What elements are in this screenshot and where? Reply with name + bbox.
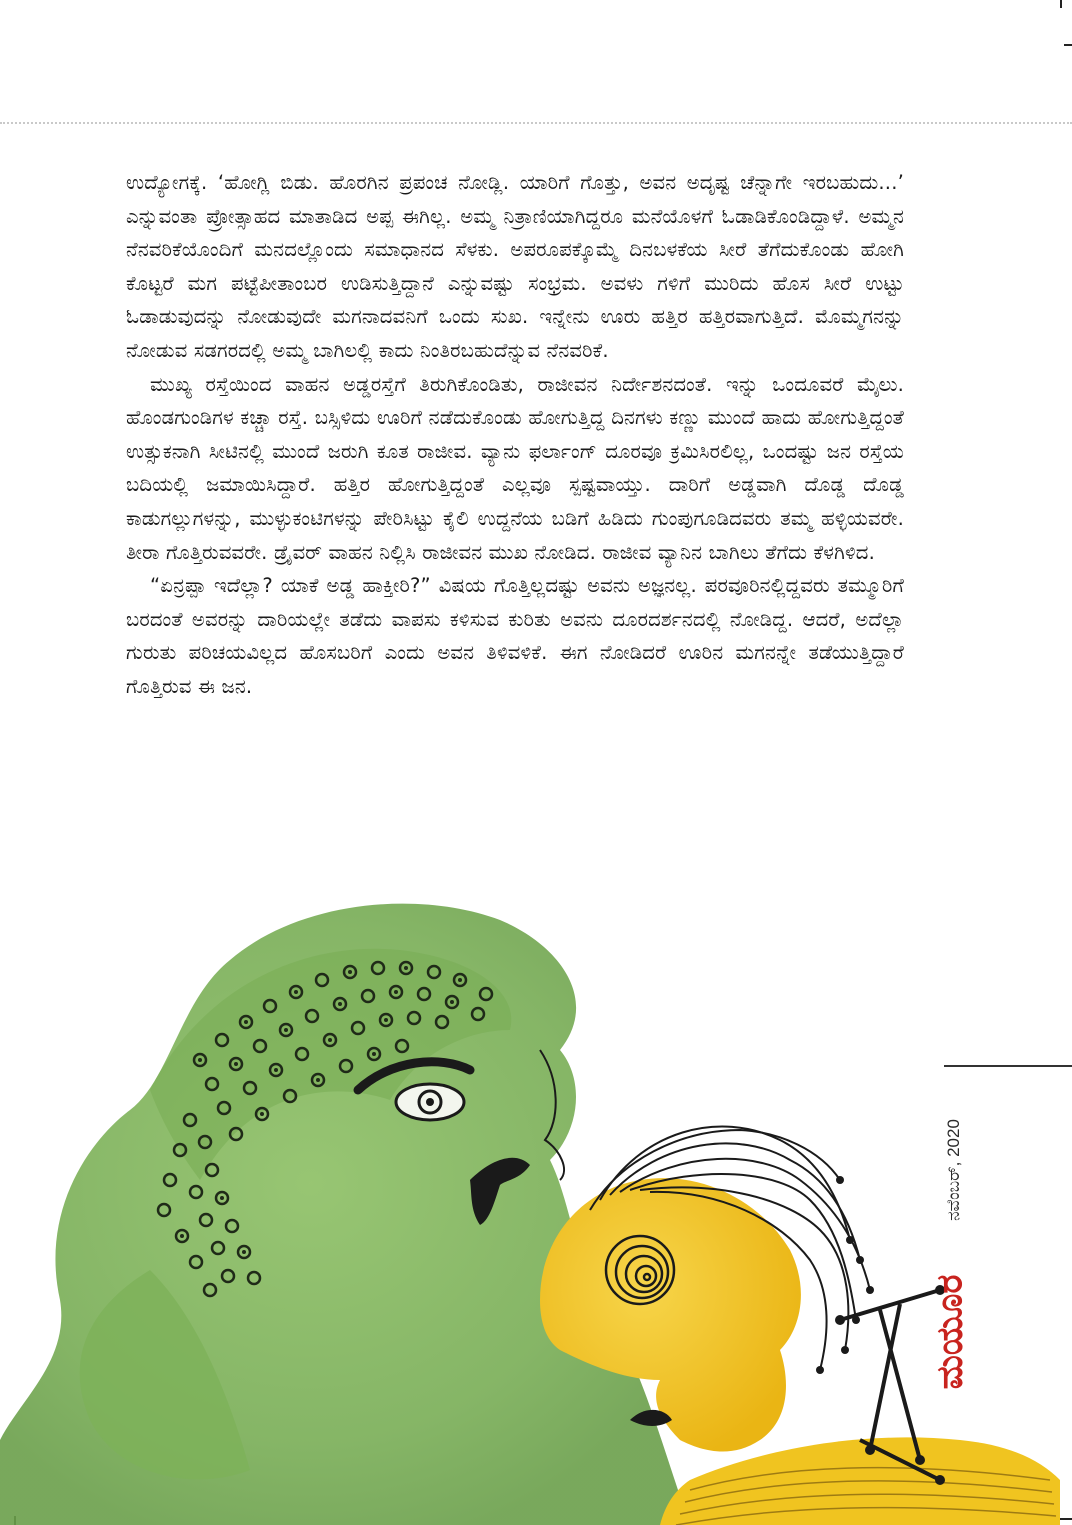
- crop-mark: [1064, 44, 1072, 46]
- issue-date-text: ನವೆಂಬರ್, 2020: [944, 1119, 964, 1221]
- article-paragraph: ಉದ್ಯೋಗಕ್ಕೆ. ‘ಹೋಗ್ಲಿ ಬಿಡು. ಹೊರಗಿನ ಪ್ರಪಂಚ ನೋಡ್ಲಿ. ಯಾರಿಗೆ ಗೊತ್ತು, ಅವನ ಅದೃಷ್ಟ ಚೆನ್ನಾಗೇ ಇರಬಹುದು...’ ಎನ್ನುವಂತಾ ಪ್ರೋತ್ಸಾಹದ ಮಾತಾಡಿದ ಅಪ್ಪ ಈಗಿಲ್ಲ. ಅಮ್ಮ ನಿತ್ರಾಣಿಯಾಗಿದ್ದರೂ ಮನೆಯೊಳಗೆ ಓಡಾಡಿಕೊಂಡಿದ್ದಾಳೆ. ಅಮ್ಮನ ನೆನವರಿಕೆಯೊಂದಿಗೆ ಮನದಲ್ಲೊಂದು ಸಮಾಧಾನದ ಸೆಳಕು. ಅಪರೂಪಕ್ಕೊಮ್ಮೆ ದಿನಬಳಕೆಯ ಸೀರೆ ತೆಗೆದುಕೊಂಡು ಹೋಗಿ ಕೊಟ್ಟರೆ ಮಗ ಪಟ್ಟೆಪೀತಾಂಬರ ಉಡಿಸುತ್ತಿದ್ದಾನೆ ಎನ್ನುವಷ್ಟು ಸಂಭ್ರಮ. ಅವಳು ಗಳಿಗೆ ಮುರಿದು ಹೊಸ ಸೀರೆ ಉಟ್ಟು ಓಡಾಡುವುದನ್ನು ನೋಡುವುದೇ ಮಗನಾದವನಿಗೆ ಒಂದು ಸುಖ. ಇನ್ನೇನು ಊರು ಹತ್ತಿರ ಹತ್ತಿರವಾಗುತ್ತಿದೆ. ಮೊಮ್ಮಗನನ್ನು ನೋಡುವ ಸಡಗರದಲ್ಲಿ ಅಮ್ಮ ಬಾಗಿಲಲ್ಲಿ ಕಾದು ನಿಂತಿರಬಹುದೆನ್ನುವ ನೆನವರಿಕೆ.: [126, 171, 904, 362]
- issue-date: [934, 1090, 974, 1250]
- crop-mark: [1060, 0, 1062, 8]
- magazine-name: ಮಯೂರ: [929, 1274, 970, 1390]
- article-paragraph: ಮುಖ್ಯ ರಸ್ತೆಯಿಂದ ವಾಹನ ಅಡ್ಡರಸ್ತೆಗೆ ತಿರುಗಿಕೊಂಡಿತು, ರಾಜೀವನ ನಿರ್ದೇಶನದಂತೆ. ಇನ್ನು ಒಂದೂವರೆ ಮೈಲು. ಹೊಂಡಗುಂಡಿಗಳ ಕಚ್ಚಾ ರಸ್ತೆ. ಬಸ್ಸಿಳಿದು ಊರಿಗೆ ನಡೆದುಕೊಂಡು ಹೋಗುತ್ತಿದ್ದ ದಿನಗಳು ಕಣ್ಣು ಮುಂದೆ ಹಾದು ಹೋಗುತ್ತಿದ್ದಂತೆ ಉತ್ಸುಕನಾಗಿ ಸೀಟಿನಲ್ಲಿ ಮುಂದೆ ಜರುಗಿ ಕೂತ ರಾಜೀವ. ವ್ಯಾನು ಫರ್ಲಾಂಗ್ ದೂರವೂ ಕ್ರಮಿಸಿರಲಿಲ್ಲ, ಒಂದಷ್ಟು ಜನ ರಸ್ತೆಯ ಬದಿಯಲ್ಲಿ ಜಮಾಯಿಸಿದ್ದಾರೆ. ಹತ್ತಿರ ಹೋಗುತ್ತಿದ್ದಂತೆ ಎಲ್ಲವೂ ಸ್ಪಷ್ಟವಾಯ್ತು. ದಾರಿಗೆ ಅಡ್ಡವಾಗಿ ದೊಡ್ಡ ದೊಡ್ಡ ಕಾಡುಗಲ್ಲುಗಳನ್ನು, ಮುಳ್ಳುಕಂಟಿಗಳನ್ನು ಪೇರಿಸಿಟ್ಟು ಕೈಲಿ ಉದ್ದನೆಯ ಬಡಿಗೆ ಹಿಡಿದು ಗುಂಪುಗೂಡಿದವರು ತಮ್ಮ ಹಳ್ಳಿಯವರೇ. ತೀರಾ ಗೊತ್ತಿರುವವರೇ. ಡ್ರೈವರ್ ವಾಹನ ನಿಲ್ಲಿಸಿ ರಾಜೀವನ ಮುಖ ನೋಡಿದ. ರಾಜೀವ ವ್ಯಾನಿನ ಬಾಗಿಲು ತೆಗೆದು ಕೆಳಗಿಳಿದ.: [126, 372, 904, 564]
- illustration-icon: [0, 880, 1072, 1525]
- footer-rule: [944, 1065, 1072, 1067]
- magazine-logo: [922, 1262, 978, 1402]
- article-paragraph: “ಏನ್ರಪ್ಪಾ ಇದೆಲ್ಲಾ? ಯಾಕೆ ಅಡ್ಡ ಹಾಕ್ತೀರಿ?” ವಿಷಯ ಗೊತ್ತಿಲ್ಲದಷ್ಟು ಅವನು ಅಜ್ಞನಲ್ಲ. ಪರವೂರಿನಲ್ಲಿದ್ದವರು ತಮ್ಮೂರಿಗೆ ಬರದಂತೆ ಅವರನ್ನು ದಾರಿಯಲ್ಲೇ ತಡೆದು ವಾಪಸು ಕಳಿಸುವ ಕುರಿತು ಅವನು ದೂರದರ್ಶನದಲ್ಲಿ ನೋಡಿದ್ದ. ಆದರೆ, ಅದೆಲ್ಲಾ ಗುರುತು ಪರಿಚಯವಿಲ್ಲದ ಹೊಸಬರಿಗೆ ಎಂದು ಅವನ ತಿಳಿವಳಿಕೆ. ಈಗ ನೋಡಿದರೆ ಊರಿನ ಮಗನನ್ನೇ ತಡೆಯುತ್ತಿದ್ದಾರೆ ಗೊತ್ತಿರುವ ಈ ಜನ.: [126, 574, 904, 698]
- article-body: [126, 166, 904, 704]
- header-divider: [0, 122, 1072, 124]
